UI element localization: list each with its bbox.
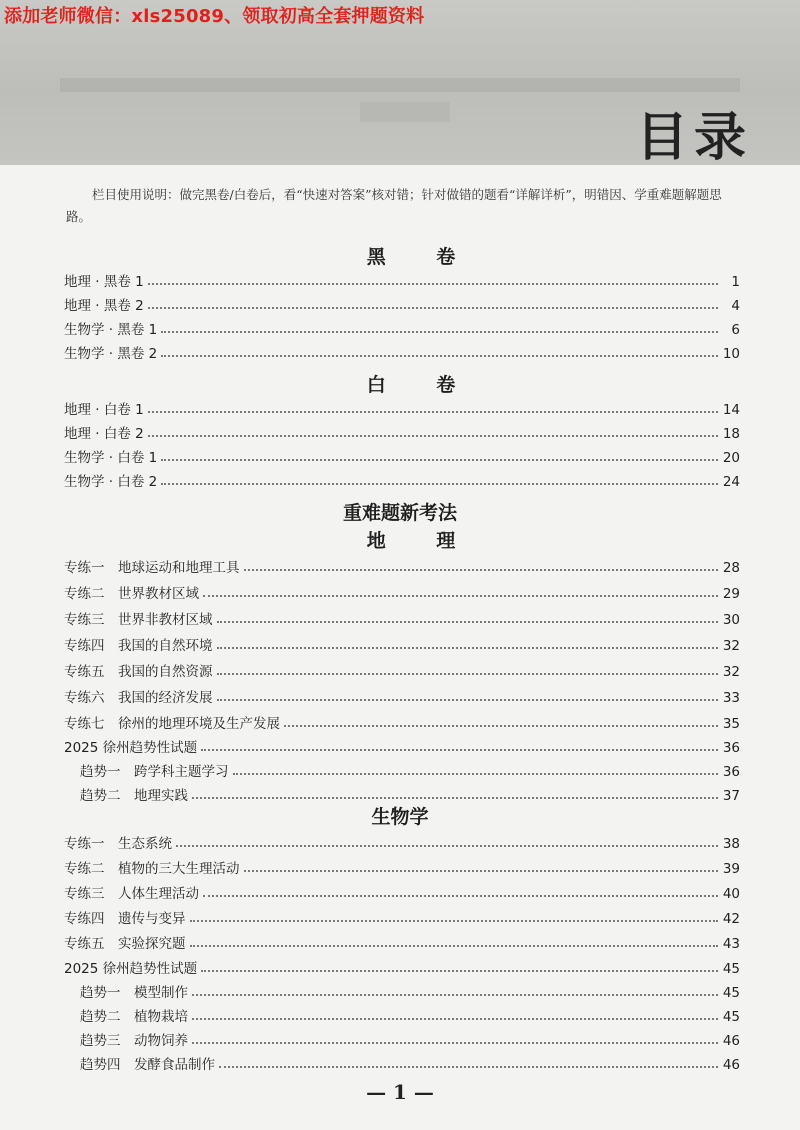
toc-entry[interactable] [64,630,740,654]
toc-entry-page: 29 [722,586,740,602]
dot-leader [192,994,718,996]
dot-leader [161,331,718,333]
toc-entry-label: 地理 · 黑卷 2 [64,298,144,314]
dot-leader [217,699,719,701]
dot-leader [148,283,718,285]
dot-leader [217,647,719,649]
dot-leader [192,1018,718,1020]
toc-entry-label: 趋势四 发酵食品制作 [80,1057,215,1073]
toc-entry[interactable] [64,442,740,466]
toc-entry-label: 专练四 我国的自然环境 [64,638,213,654]
toc-entry-label: 专练七 徐州的地理环境及生产发展 [64,716,280,732]
toc-entry-label: 专练五 实验探究题 [64,936,186,952]
toc-entry-label: 专练五 我国的自然资源 [64,664,213,680]
toc-entry[interactable] [64,656,740,680]
toc-entry-label: 2025 徐州趋势性试题 [64,740,198,756]
page-title: 目录 [635,108,752,168]
dot-leader [148,435,718,437]
toc-entry[interactable] [64,828,740,852]
dot-leader [217,673,719,675]
dot-leader [203,895,718,897]
toc-entry-page: 36 [722,740,740,756]
toc-entry[interactable] [64,953,740,977]
toc-entry-page: 39 [722,861,740,877]
toc-entry-page: 40 [722,886,740,902]
toc-entry-page: 38 [722,836,740,852]
toc-entry-page: 46 [722,1057,740,1073]
toc-entry-label: 专练三 世界非教材区域 [64,612,213,628]
toc-entry[interactable] [80,1049,740,1073]
toc-entry[interactable] [80,780,740,804]
toc-entry-label: 地理 · 白卷 1 [64,402,144,418]
toc-entry[interactable] [64,578,740,602]
toc-entry-page: 33 [722,690,740,706]
toc-entry[interactable] [64,394,740,418]
subsection-heading-dili: 地 理 [366,530,478,552]
toc-entry[interactable] [80,756,740,780]
toc-entry[interactable] [80,1001,740,1025]
dot-leader [219,1066,718,1068]
toc-entry-label: 趋势一 跨学科主题学习 [80,764,229,780]
toc-entry-page: 1 [731,274,740,290]
toc-entry[interactable] [64,604,740,628]
dot-leader [192,1042,718,1044]
dot-leader [190,945,719,947]
toc-entry-page: 10 [722,346,740,362]
toc-entry-label: 趋势三 动物饲养 [80,1033,188,1049]
toc-entry-page: 20 [722,450,740,466]
toc-entry-label: 生物学 · 黑卷 1 [64,322,158,338]
toc-entry-label: 专练二 世界教材区域 [64,586,199,602]
toc-entry-page: 32 [722,664,740,680]
dot-leader [148,307,718,309]
toc-entry-label: 生物学 · 白卷 2 [64,474,158,490]
banner-stripe [60,78,740,92]
dot-leader [201,749,718,751]
toc-entry-page: 45 [722,1009,740,1025]
dot-leader [244,569,719,571]
dot-leader [244,870,719,872]
section-heading-hei: 黑 卷 [366,246,478,268]
toc-entry[interactable] [64,903,740,927]
dot-leader [203,595,718,597]
toc-entry-page: 45 [722,985,740,1001]
toc-entry-label: 专练二 植物的三大生理活动 [64,861,240,877]
toc-entry-page: 24 [722,474,740,490]
toc-entry-label: 生物学 · 白卷 1 [64,450,158,466]
toc-entry-label: 专练四 遗传与变异 [64,911,186,927]
dot-leader [161,483,718,485]
toc-entry-page: 30 [722,612,740,628]
toc-entry-label: 专练六 我国的经济发展 [64,690,213,706]
toc-entry[interactable] [80,1025,740,1049]
toc-entry-page: 14 [722,402,740,418]
toc-entry[interactable] [64,878,740,902]
toc-entry-label: 2025 徐州趋势性试题 [64,961,198,977]
toc-entry[interactable] [64,290,740,314]
toc-entry[interactable] [64,266,740,290]
dot-leader [148,411,718,413]
toc-entry-page: 43 [722,936,740,952]
toc-entry-label: 地理 · 白卷 2 [64,426,144,442]
dot-leader [190,920,719,922]
toc-entry-label: 趋势二 植物栽培 [80,1009,188,1025]
dot-leader [192,797,718,799]
dot-leader [161,355,718,357]
toc-entry-page: 6 [731,322,740,338]
dot-leader [284,725,718,727]
toc-entry-label: 生物学 · 黑卷 2 [64,346,158,362]
dot-leader [161,459,718,461]
toc-entry[interactable] [64,418,740,442]
toc-entry-page: 46 [722,1033,740,1049]
usage-instructions: 栏目使用说明：做完黑卷/白卷后，看“快速对答案”核对错；针对做错的题看“详解详析”，明错因、学重难题解题思路。 [66,187,722,224]
page-number: — 1 — [366,1080,434,1104]
toc-entry[interactable] [64,853,740,877]
toc-entry[interactable] [64,552,740,576]
toc-entry-label: 专练一 生态系统 [64,836,172,852]
toc-entry-label: 地理 · 黑卷 1 [64,274,144,290]
toc-entry-page: 32 [722,638,740,654]
watermark-text: 添加老师微信：xls25089、领取初高全套押题资料 [4,6,425,27]
toc-entry[interactable] [64,682,740,706]
toc-entry-label: 专练一 地球运动和地理工具 [64,560,240,576]
toc-entry-page: 37 [722,788,740,804]
toc-entry-page: 4 [731,298,740,314]
toc-entry[interactable] [64,732,740,756]
section-heading-bai: 白 卷 [366,374,478,396]
dot-leader [217,621,719,623]
toc-entry-page: 42 [722,911,740,927]
dot-leader [201,970,718,972]
toc-entry[interactable] [80,977,740,1001]
banner-stripe [360,102,450,122]
toc-entry[interactable] [64,338,740,362]
toc-entry[interactable] [64,928,740,952]
subsection-heading-shengwu: 生物学 [371,806,429,828]
toc-entry-label: 专练三 人体生理活动 [64,886,199,902]
dot-leader [233,773,719,775]
dot-leader [176,845,718,847]
toc-entry-label: 趋势一 模型制作 [80,985,188,1001]
toc-entry-page: 18 [722,426,740,442]
toc-entry-page: 35 [722,716,740,732]
section-heading-zhongnan: 重难题新考法 [342,502,457,524]
toc-entry-label: 趋势二 地理实践 [80,788,188,804]
toc-entry-page: 36 [722,764,740,780]
toc-entry-page: 45 [722,961,740,977]
toc-entry-page: 28 [722,560,740,576]
toc-entry[interactable] [64,466,740,490]
toc-entry[interactable] [64,314,740,338]
toc-entry[interactable] [64,708,740,732]
